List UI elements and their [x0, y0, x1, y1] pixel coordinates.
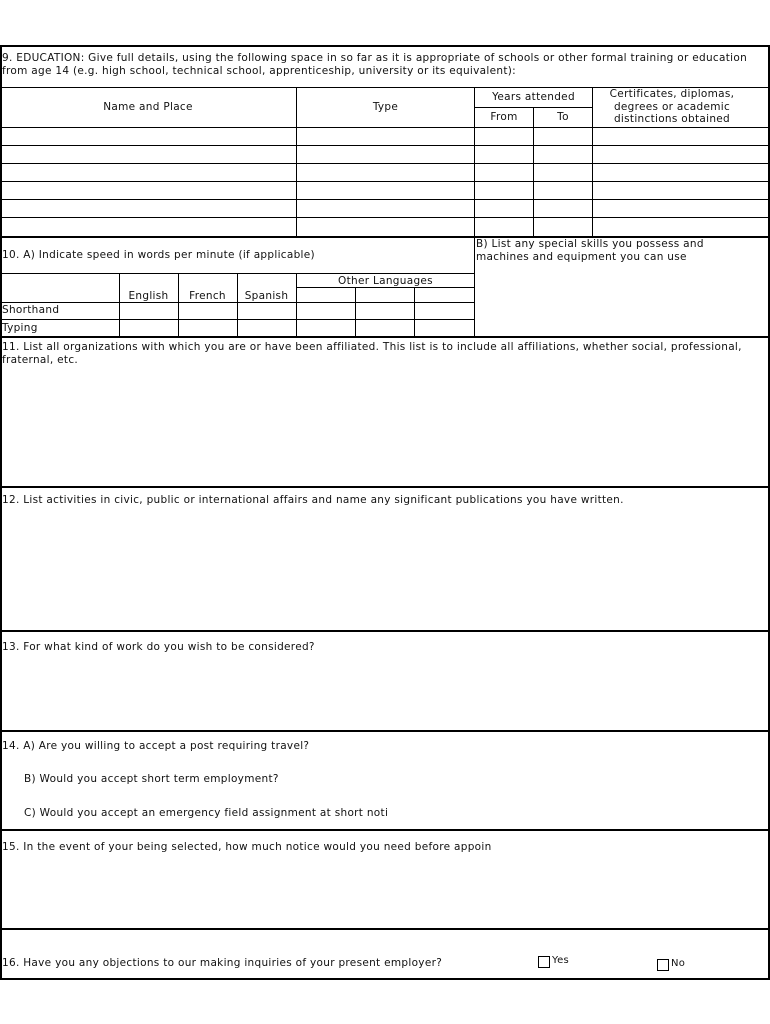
section-12-label: 12. List activities in civic, public or international affairs and name any significant publications you have written. [2, 494, 624, 506]
col-divider [119, 273, 120, 337]
section-9-instructions: 9. EDUCATION: Give full details, using the following space in so far as it is appropriate of schools or other formal training or education from age 14 (e.g. high school, technical school, apprenticeship, university or its equivalent): [2, 52, 748, 77]
col-header-french: French [189, 290, 226, 302]
section-12-top [0, 486, 770, 488]
table-row [0, 145, 770, 146]
section-14a-label: 14. A) Are you willing to accept a post requiring travel? [2, 740, 310, 752]
table-row [0, 217, 770, 218]
section-11-label: 11. List all organizations with which you are or have been affiliated. This list is to include all affiliations, whether social, professional, fraternal, etc. [2, 341, 742, 366]
col-header-name-place: Name and Place [103, 101, 193, 113]
col-divider [414, 287, 415, 337]
section-14c-label: C) Would you accept an emergency field assignment at short noti [24, 807, 389, 819]
col-header-english: English [128, 290, 169, 302]
section-10b-label: B) List any special skills you possess and machines and equipment you can use [476, 238, 704, 263]
no-checkbox[interactable] [657, 959, 669, 971]
section-10a-label: 10. A) Indicate speed in words per minute (if applicable) [2, 249, 315, 261]
section-13-top [0, 630, 770, 632]
section-14-top [0, 730, 770, 732]
section-14b-label: B) Would you accept short term employment? [24, 773, 279, 785]
col-header-from: From [490, 111, 518, 123]
col-header-certificates: Certificates, diplomas, degrees or academic distinctions obtained [609, 88, 735, 125]
col-divider [474, 87, 475, 237]
table-row [0, 127, 770, 128]
col-header-to: To [557, 111, 569, 123]
no-label: No [671, 958, 686, 969]
table-row [0, 199, 770, 200]
table-row [0, 163, 770, 164]
section-16-label: 16. Have you any objections to our making inquiries of your present employer? [2, 957, 443, 969]
section-11-top [0, 336, 770, 338]
col-divider [178, 273, 179, 337]
section-16-top [0, 928, 770, 930]
col-divider [296, 273, 297, 337]
other-languages-subdivider [296, 287, 475, 288]
yes-checkbox[interactable] [538, 956, 550, 968]
row-label-shorthand: Shorthand [2, 304, 60, 316]
frame-top [0, 45, 770, 47]
table-row [0, 181, 770, 182]
col-divider [592, 87, 593, 237]
col-divider [237, 273, 238, 337]
section-13-label: 13. For what kind of work do you wish to be considered? [2, 641, 315, 653]
col-divider [296, 87, 297, 237]
section-15-label: 15. In the event of your being selected, how much notice would you need before appoin [2, 841, 492, 853]
col-header-type: Type [372, 101, 399, 113]
col-header-spanish: Spanish [244, 290, 289, 302]
section-15-top [0, 829, 770, 831]
yes-label: Yes [552, 955, 570, 966]
row-label-typing: Typing [2, 322, 38, 334]
col-header-years-attended: Years attended [492, 91, 575, 103]
frame-bottom [0, 978, 770, 980]
col-divider [355, 287, 356, 337]
other-languages-header: Other Languages [338, 275, 433, 287]
frame-left [0, 45, 2, 980]
